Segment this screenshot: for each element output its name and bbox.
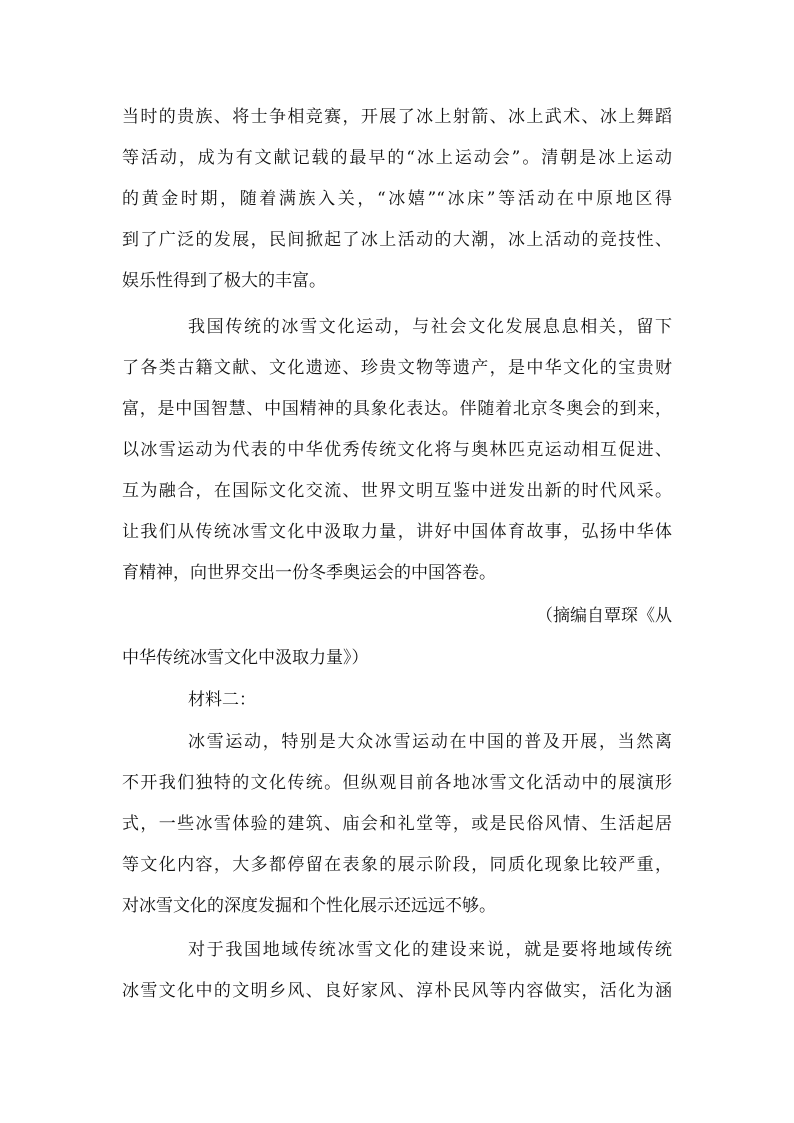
paragraph-first-line: 我国传统的冰雪文化运动，与社会文化发展息息相关，留下 [188, 317, 672, 337]
body-line: 的黄金时期，随着满族入关，“冰嬉”“冰床”等活动在中原地区得 [122, 189, 672, 209]
body-line: 等文化内容，大多都停留在表象的展示阶段，同质化现象比较严重， [122, 855, 672, 875]
paragraph-first-line: 对于我国地域传统冰雪文化的建设来说，就是要将地域传统 [188, 940, 672, 960]
body-line: 育精神，向世界交出一份冬季奥运会的中国答卷。 [122, 563, 496, 583]
source-citation: （摘编自覃琛《从 [536, 606, 672, 626]
body-line: 当时的贵族、将士争相竞赛，开展了冰上射箭、冰上武术、冰上舞蹈 [122, 107, 672, 127]
body-line: 等活动，成为有文献记载的最早的“冰上运动会”。清朝是冰上运动 [122, 148, 672, 168]
source-citation-continued: 中华传统冰雪文化中汲取力量》） [122, 648, 369, 668]
section-label: 材料二： [188, 690, 256, 710]
body-line: 冰雪文化中的文明乡风、良好家风、淳朴民风等内容做实，活化为涵 [122, 981, 672, 1001]
body-line: 了各类古籍文献、文化遗迹、珍贵文物等遗产，是中华文化的宝贵财 [122, 358, 672, 378]
body-line: 不开我们独特的文化传统。但纵观目前各地冰雪文化活动中的展演形 [122, 773, 672, 793]
body-line: 富，是中国智慧、中国精神的具象化表达。伴随着北京冬奥会的到来， [122, 399, 672, 419]
body-line: 到了广泛的发展，民间掀起了冰上活动的大潮，冰上活动的竞技性、 [122, 230, 672, 250]
body-line: 让我们从传统冰雪文化中汲取力量，讲好中国体育故事，弘扬中华体 [122, 522, 672, 542]
body-line: 以冰雪运动为代表的中华优秀传统文化将与奥林匹克运动相互促进、 [122, 440, 672, 460]
paragraph-first-line: 冰雪运动，特别是大众冰雪运动在中国的普及开展，当然离 [188, 732, 672, 752]
body-line: 互为融合，在国际文化交流、世界文明互鉴中迸发出新的时代风采。 [122, 481, 672, 501]
body-line: 娱乐性得到了极大的丰富。 [122, 271, 326, 291]
body-line: 对冰雪文化的深度发掘和个性化展示还远远不够。 [122, 896, 496, 916]
body-line: 式，一些冰雪体验的建筑、庙会和礼堂等，或是民俗风情、生活起居 [122, 814, 672, 834]
